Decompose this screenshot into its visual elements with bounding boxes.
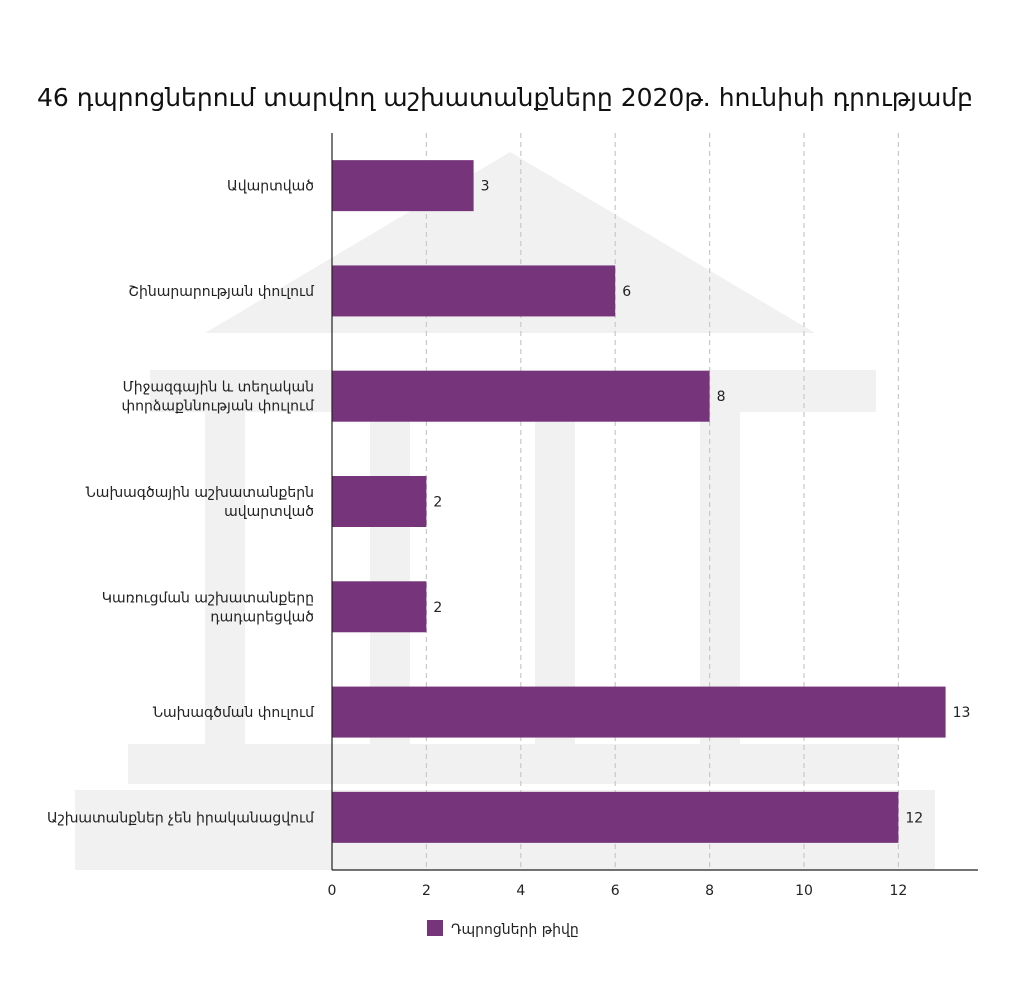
category-label: Աշխատանքներ չեն իրականացվում bbox=[46, 810, 314, 827]
x-tick-label: 12 bbox=[889, 883, 908, 899]
bar bbox=[332, 371, 710, 422]
category-label: Շինարարության փուլում bbox=[128, 283, 314, 300]
bar bbox=[332, 476, 426, 527]
x-tick-label: 2 bbox=[421, 883, 431, 899]
data-label: 13 bbox=[952, 705, 971, 722]
x-tick-label: 6 bbox=[610, 883, 620, 899]
category-label: Միջազգային և տեղական bbox=[122, 379, 314, 396]
bar bbox=[332, 687, 946, 738]
data-label: 6 bbox=[622, 283, 632, 300]
data-label: 2 bbox=[433, 599, 443, 616]
x-tick-label: 0 bbox=[327, 883, 337, 899]
data-label: 3 bbox=[480, 178, 490, 195]
chart-title: 46 դպրոցներում տարվող աշխատանքները 2020թ. հունիսի դրությամբ bbox=[37, 83, 973, 112]
legend-swatch bbox=[427, 920, 443, 936]
legend bbox=[427, 920, 579, 938]
bar bbox=[332, 265, 615, 316]
x-tick-label: 4 bbox=[516, 883, 526, 899]
bar bbox=[332, 160, 474, 211]
category-label: Նախագծման փուլում bbox=[152, 705, 314, 722]
bar bbox=[332, 792, 898, 843]
category-label: Կառուցման աշխատանքերը bbox=[101, 590, 314, 607]
legend-label: Դպրոցների թիվը bbox=[451, 922, 579, 938]
bar bbox=[332, 581, 426, 632]
x-tick-label: 8 bbox=[705, 883, 715, 899]
category-label: դադարեցված bbox=[210, 609, 314, 626]
x-tick-label: 10 bbox=[795, 883, 813, 899]
data-label: 8 bbox=[716, 389, 726, 406]
building-watermark-icon bbox=[75, 152, 935, 870]
category-label: ավարտված bbox=[224, 504, 314, 520]
category-label: Ավարտված bbox=[227, 178, 314, 195]
data-label: 2 bbox=[433, 494, 443, 511]
category-label: փորձաքննության փուլում bbox=[121, 398, 314, 415]
data-label: 12 bbox=[905, 810, 924, 827]
category-label: Նախագծային աշխատանքերն bbox=[85, 485, 314, 501]
